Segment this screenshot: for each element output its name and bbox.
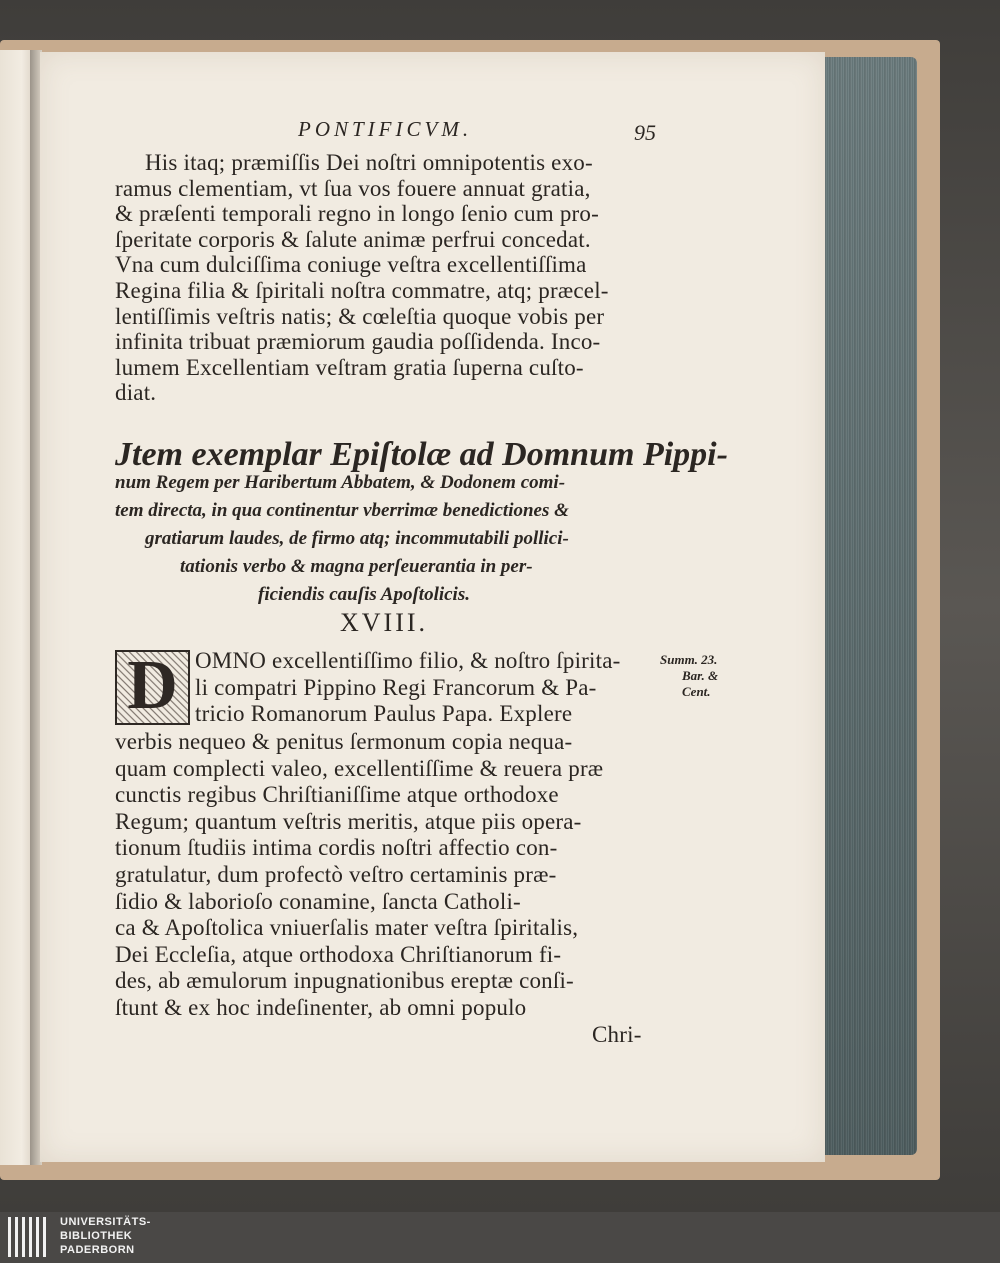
decorated-initial <box>115 647 190 725</box>
section-number: XVIII. <box>340 608 429 637</box>
library-logo-icon <box>8 1217 48 1257</box>
text-line: His itaq; præmiſſis Dei noſtri omnipotentis exo- <box>145 150 593 175</box>
library-name-line: BIBLIOTHEK <box>60 1230 133 1242</box>
catchword: Chri- <box>592 1022 642 1047</box>
marginal-note <box>660 652 740 700</box>
text-line: diat. <box>115 380 157 406</box>
text-line: verbis nequeo & penitus ſermonum copia nequa- <box>115 729 573 754</box>
marginal-note-line: Summ. 23. <box>660 652 718 667</box>
text-line: gratiarum laudes, de firmo atq; incommutabili pollici- <box>145 528 569 549</box>
text-line: Jtem exemplar Epiſtolæ ad Domnum Pippi- <box>115 436 728 473</box>
text-line: Regina filia & ſpiritali noſtra commatre, atq; præcel- <box>115 278 609 303</box>
text-line: lumem Excellentiam veſtram gratia ſuperna cuſto- <box>115 354 584 380</box>
text-line: cunctis regibus Chriſtianiſſime atque orthodoxe <box>115 782 559 808</box>
running-header: PONTIFICVM. <box>298 117 473 141</box>
text-line: li compatri Pippino Regi Francorum & Pa- <box>195 674 597 700</box>
text-line: ſperitate corporis & ſalute animæ perfrui concedat. <box>115 226 591 252</box>
marginal-note-line: Bar. & <box>682 668 719 683</box>
text-line: ſidio & laborioſo conamine, ſancta Catholi- <box>115 888 521 914</box>
text-line: tricio Romanorum Paulus Papa. Explere <box>195 701 573 726</box>
text-line: OMNO excellentiſſimo filio, & noſtro ſpirita- <box>195 648 621 673</box>
text-line: Regum; quantum veſtris meritis, atque piis opera- <box>115 808 582 834</box>
decorated-initial-letter: D <box>127 647 178 724</box>
library-name-line: PADERBORN <box>60 1244 135 1256</box>
text-line: infinita tribuat præmiorum gaudia poſſidenda. Inco- <box>115 329 601 355</box>
text-line: ca & Apoſtolica vniuerſalis mater veſtra ſpiritalis, <box>115 915 579 941</box>
marginal-note-line: Cent. <box>682 684 711 699</box>
text-line: ficiendis cauſis Apoſtolicis. <box>258 584 470 605</box>
text-line: gratulatur, dum profectò veſtro certaminis præ- <box>115 862 557 887</box>
library-logo-bar <box>0 1212 1000 1263</box>
page-edges-shade <box>812 57 917 1155</box>
text-line: tem directa, in qua continentur vberrimæ benedictiones & <box>115 500 569 521</box>
text-line: & præſenti temporali regno in longo ſenio cum pro- <box>115 201 599 227</box>
text-line: tationis verbo & magna perſeuerantia in per- <box>180 556 533 577</box>
text-line: lentiſſimis veſtris natis; & cœleſtia quoque vobis per <box>115 303 605 329</box>
text-line: des, ab æmulorum inpugnationibus ereptæ conſi- <box>115 968 574 994</box>
text-line: Vna cum dulciſſima coniuge veſtra excellentiſſima <box>115 252 587 278</box>
library-name-line: UNIVERSITÄTS- <box>60 1216 151 1228</box>
text-line: quam complecti valeo, excellentiſſime & reuera præ <box>115 755 604 781</box>
page-number: 95 <box>634 120 656 145</box>
text-line: ramus clementiam, vt ſua vos fouere annuat gratia, <box>115 175 591 201</box>
text-line: Dei Eccleſia, atque orthodoxa Chriſtianorum fi- <box>115 941 562 967</box>
text-line: num Regem per Haribertum Abbatem, & Dodonem comi- <box>115 472 566 493</box>
text-line: ſtunt & ex hoc indeſinenter, ab omni populo <box>115 995 527 1020</box>
text-line: tionum ſtudiis intima cordis noſtri affectio con- <box>115 835 558 861</box>
